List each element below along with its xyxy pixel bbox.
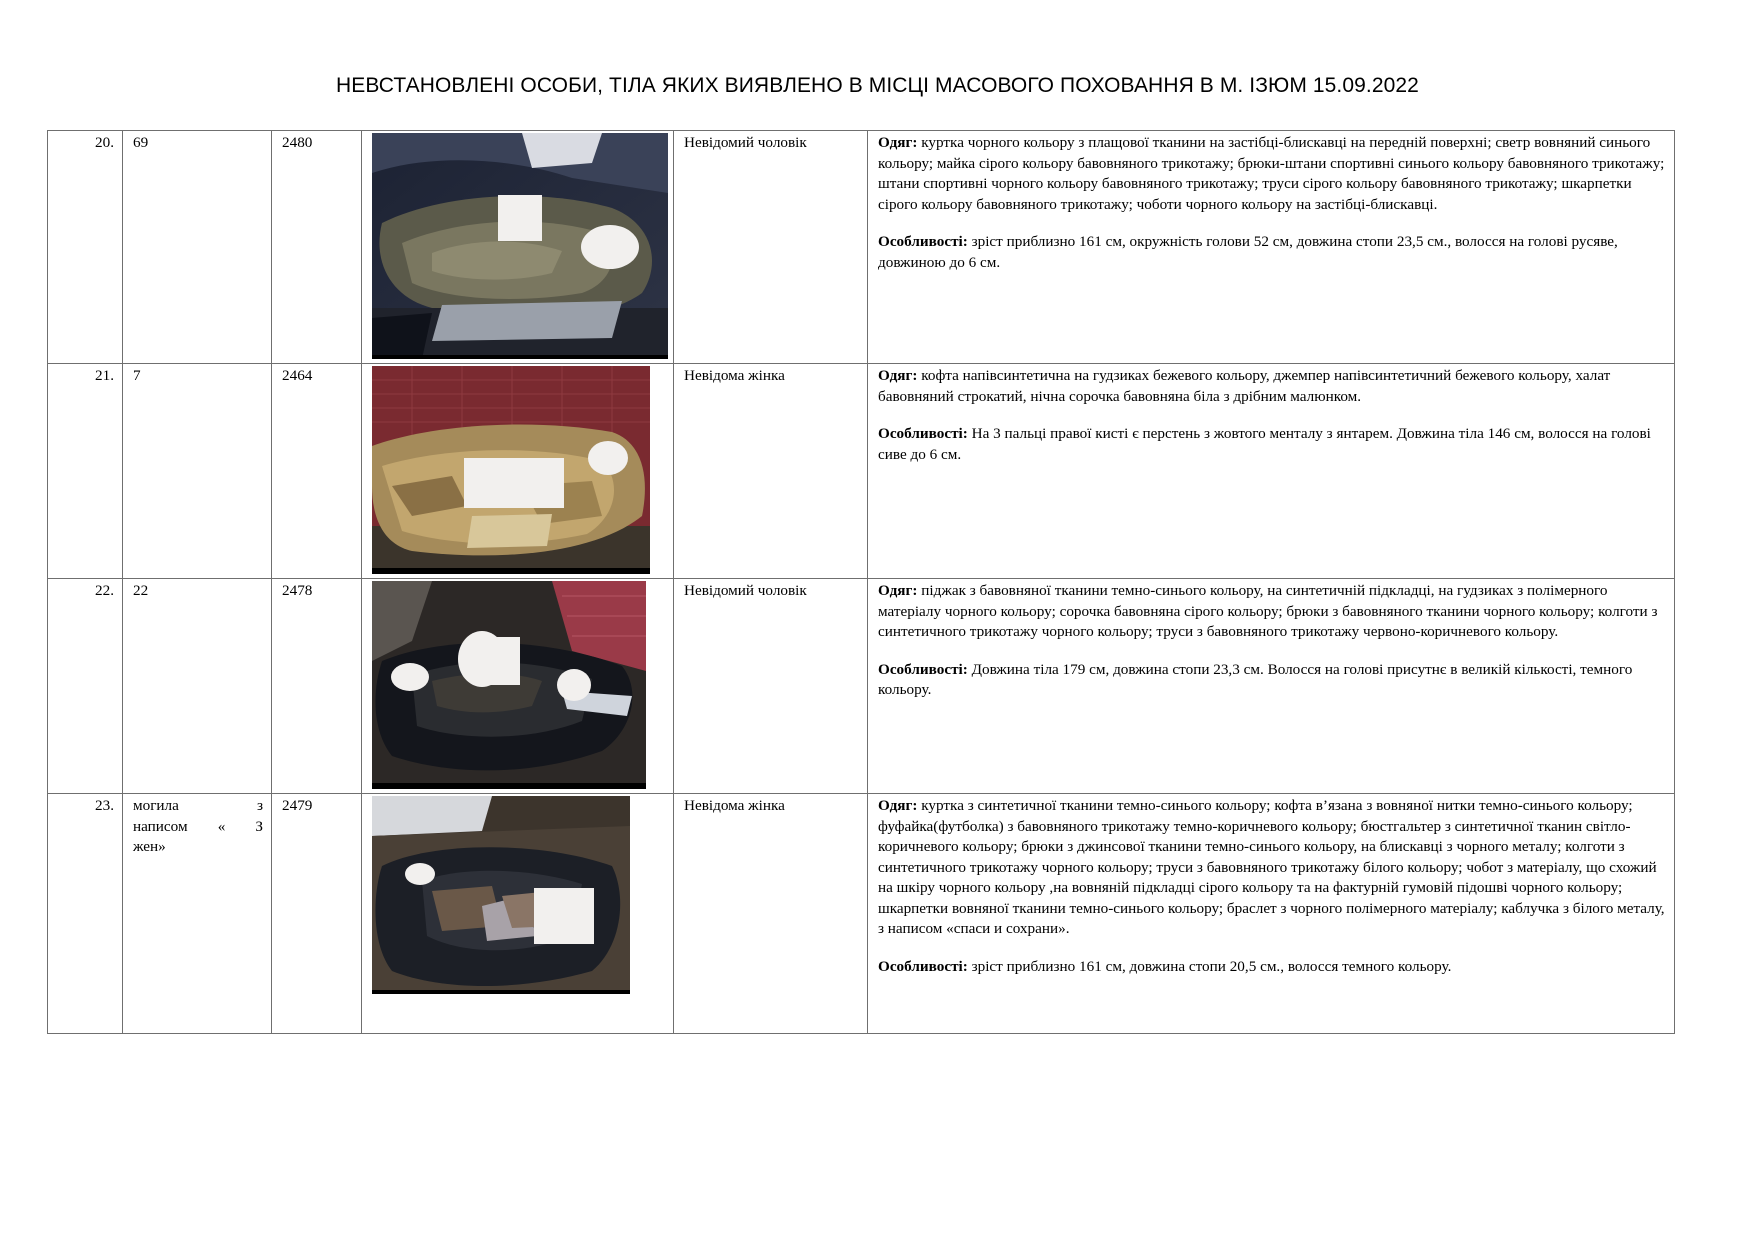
clothing-label: Одяг: — [878, 582, 918, 599]
grave-label — [123, 794, 272, 1034]
photo-cell — [362, 364, 674, 579]
features-label: Особливості: — [878, 425, 968, 442]
case-id: 2479 — [272, 794, 362, 1034]
clothing-text: куртка чорного кольору з плащової тканини на застібці-блискавці на передній поверхні; светр вовняний синього кольору; майка сірого кольору бавовняного трикотажу; брюки-штани спортивні синього кольору бавовняного трикотажу; штани спортивні чорного кольору бавовняного трикотажу; труси сірого кольору бавовняного трикотажу; шкарпетки сірого кольору бавовняного трикотажу; чоботи чорного кольору на застібці-блискавці. — [878, 134, 1665, 213]
row-number: 23. — [48, 794, 123, 1034]
clothing-description — [878, 366, 1666, 407]
description-cell — [868, 364, 1675, 579]
table-row — [48, 579, 1675, 794]
features-label: Особливості: — [878, 233, 968, 250]
features-text: На 3 пальці правої кисті є перстень з жовтого менталу з янтарем. Довжина тіла 146 см, волосся на голові сиве до 6 см. — [878, 425, 1651, 463]
clothing-description — [878, 581, 1666, 643]
photo-cell — [362, 794, 674, 1034]
row-number: 21. — [48, 364, 123, 579]
clothing-description — [878, 796, 1666, 940]
grave-label-line — [133, 796, 263, 817]
table-row — [48, 131, 1675, 364]
grave-word: « — [217, 817, 226, 835]
description-cell — [868, 794, 1675, 1034]
grave-label: 22 — [123, 579, 272, 794]
body-photo-redacted-icon — [372, 581, 646, 789]
grave-label: 69 — [123, 131, 272, 364]
features-description — [878, 424, 1666, 465]
clothing-text: куртка з синтетичної тканини темно-синього кольору; кофта в’язана з вовняної нитки темно-синього кольору; фуфайка(футболка) з бавовняного трикотажу темно-коричневого кольору; бюстгальтер з синтетичної тканин світло-коричневого кольору; брюки з джинсової тканини темно-синього кольору, на блискавці з чорного металу; колготи з синтетичного трикотажу чорного кольору; труси з бавовняного трикотажу білого кольору; чобот з матеріалу, що схожий на шкіру чорного кольору ,на вовняній підкладці сірого кольору та на фактурній гумовій підошві чорного кольору; шкарпетки вовняної тканини темно-синього кольору; браслет з чорного полімерного матеріалу; каблучка з білого металу, з написом «спаси и сохрани». — [878, 797, 1665, 937]
grave-word: жен» — [133, 838, 166, 855]
case-id: 2464 — [272, 364, 362, 579]
case-id: 2480 — [272, 131, 362, 364]
description-cell — [868, 579, 1675, 794]
clothing-text: кофта напівсинтетична на гудзиках бежевого кольору, джемпер напівсинтетичний бежевого кольору, халат бавовняний строкатий, нічна сорочка бавовняна біла з дрібним малюнком. — [878, 367, 1611, 405]
person-type: Невідома жінка — [674, 794, 868, 1034]
features-description — [878, 660, 1666, 701]
features-description — [878, 957, 1666, 978]
clothing-label: Одяг: — [878, 134, 918, 151]
clothing-label: Одяг: — [878, 797, 918, 814]
grave-word: могила — [133, 797, 179, 814]
features-text: зріст приблизно 161 см, окружність голови 52 см, довжина стопи 23,5 см., волосся на голові русяве, довжиною до 6 см. — [878, 233, 1618, 271]
grave-word: З — [255, 817, 263, 835]
table-row — [48, 364, 1675, 579]
body-photo-redacted-icon — [372, 796, 630, 994]
row-number: 20. — [48, 131, 123, 364]
person-type: Невідомий чоловік — [674, 131, 868, 364]
features-text: Довжина тіла 179 см, довжина стопи 23,3 см. Волосся на голові присутнє в великій кількості, темного кольору. — [878, 660, 1633, 698]
grave-word: написом — [133, 817, 188, 835]
photo-cell — [362, 131, 674, 364]
body-photo-redacted-icon — [372, 133, 668, 359]
case-id: 2478 — [272, 579, 362, 794]
features-label: Особливості: — [878, 957, 968, 975]
features-description — [878, 232, 1666, 273]
grave-label-line — [133, 817, 263, 838]
description-cell — [868, 131, 1675, 364]
person-type: Невідомий чоловік — [674, 579, 868, 794]
person-type: Невідома жінка — [674, 364, 868, 579]
row-number: 22. — [48, 579, 123, 794]
grave-label: 7 — [123, 364, 272, 579]
clothing-text: піджак з бавовняної тканини темно-синього кольору, на синтетичній підкладці, на гудзиках з полімерного матеріалу чорного кольору; сорочка бавовняна сірого кольору; брюки з бавовняного тканини чорного кольору; колготи з синтетичного трикотажу чорного кольору; труси з бавовняного трикотажу червоно-коричневого кольору. — [878, 582, 1658, 640]
body-photo-redacted-icon — [372, 366, 650, 574]
clothing-description — [878, 133, 1666, 215]
page-title: НЕВСТАНОВЛЕНІ ОСОБИ, ТІЛА ЯКИХ ВИЯВЛЕНО В МІСЦІ МАСОВОГО ПОХОВАННЯ В М. ІЗЮМ 15.09.2022 — [336, 74, 1419, 97]
clothing-label: Одяг: — [878, 367, 918, 384]
records-table — [47, 130, 1675, 1034]
table-row — [48, 794, 1675, 1034]
photo-cell — [362, 579, 674, 794]
features-text: зріст приблизно 161 см, довжина стопи 20,5 см., волосся темного кольору. — [967, 957, 1452, 975]
grave-word: з — [257, 797, 263, 814]
features-label: Особливості: — [878, 660, 968, 678]
